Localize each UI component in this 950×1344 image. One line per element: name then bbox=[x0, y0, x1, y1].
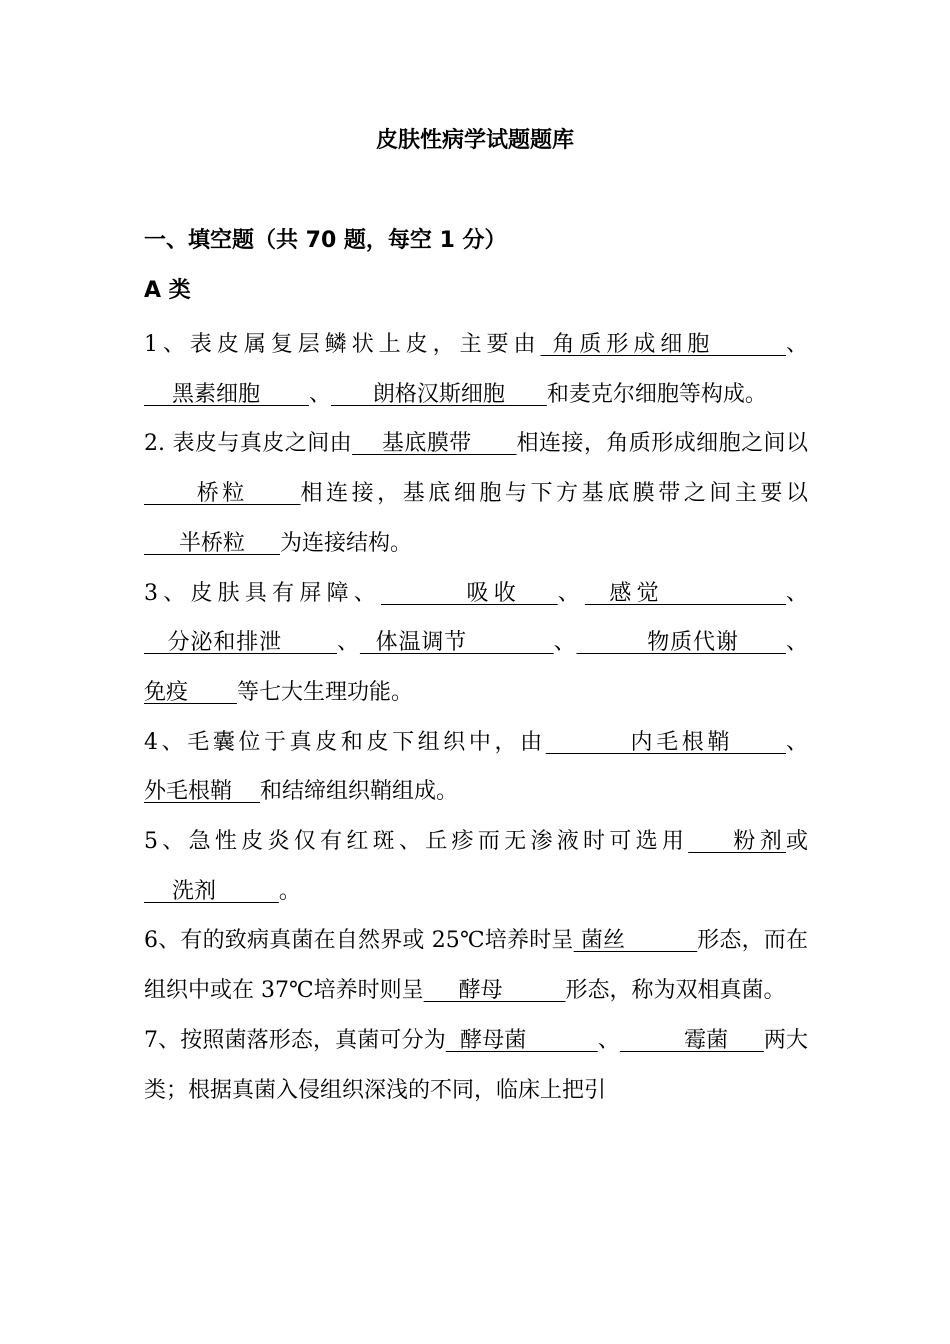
category-label: A 类 bbox=[144, 278, 191, 303]
answer-blank: 黑素细胞 bbox=[144, 381, 309, 407]
answer-blank: 酵母 bbox=[423, 978, 566, 1004]
answer-blank: 菌丝 bbox=[573, 928, 698, 954]
question-text: 、 bbox=[786, 332, 809, 357]
question-text: 和结缔组织鞘组成。 bbox=[259, 779, 458, 805]
question-text: 相连接，角质形成细胞之间以 bbox=[516, 431, 808, 457]
question-text: 、 bbox=[785, 630, 808, 656]
question-text: 两大类；根据真菌入侵组织深浅的不同，临床上把引 bbox=[144, 1027, 808, 1103]
question-list bbox=[144, 320, 808, 1115]
answer-blank: 朗格汉斯细胞 bbox=[330, 381, 547, 407]
question-text: 、 bbox=[785, 729, 808, 755]
question-text: 或 bbox=[786, 829, 809, 855]
question-text: 2. 表皮与真皮之间由 bbox=[144, 431, 353, 457]
question-2 bbox=[144, 419, 808, 568]
question-3 bbox=[144, 569, 808, 718]
answer-blank: 桥粒 bbox=[144, 481, 301, 507]
answer-blank: 角质形成细胞 bbox=[540, 332, 786, 357]
answer-blank: 体温调节 bbox=[359, 630, 554, 656]
question-text: 相连接，基底细胞与下方基底膜带之间主要以 bbox=[300, 481, 808, 507]
question-text: 7、按照菌落形态，真菌可分为 bbox=[144, 1027, 446, 1053]
answer-blank: 酵母菌 bbox=[445, 1027, 598, 1053]
question-text: 为连接结构。 bbox=[279, 530, 412, 556]
question-4 bbox=[144, 718, 808, 817]
question-6 bbox=[144, 916, 808, 1015]
question-text: 和麦克尔细胞等构成。 bbox=[546, 381, 767, 407]
answer-blank: 免疫 bbox=[144, 679, 237, 705]
answer-blank: 基底膜带 bbox=[352, 431, 517, 457]
question-text: 、 bbox=[337, 630, 360, 656]
question-text: 1、表皮属复层鳞状上皮，主要由 bbox=[144, 332, 541, 357]
question-text: 。 bbox=[278, 878, 301, 904]
question-text: 5、急性皮炎仅有红斑、丘疹而无渗液时可选用 bbox=[144, 829, 689, 855]
answer-blank: 半桥粒 bbox=[144, 530, 280, 556]
question-text: 、 bbox=[557, 580, 585, 606]
answer-blank: 洗剂 bbox=[144, 878, 279, 904]
answer-blank: 霉菌 bbox=[619, 1027, 764, 1053]
question-5 bbox=[144, 817, 808, 916]
question-text: 、 bbox=[785, 580, 808, 606]
answer-blank: 吸收 bbox=[381, 580, 558, 606]
question-7 bbox=[144, 1016, 808, 1115]
answer-blank: 外毛根鞘 bbox=[144, 779, 260, 805]
answer-blank: 物质代谢 bbox=[576, 630, 786, 656]
section-heading: 一、填空题（共 70 题，每空 1 分） bbox=[144, 228, 507, 253]
question-text: 、 bbox=[308, 381, 331, 407]
answer-blank: 感觉 bbox=[584, 580, 786, 606]
answer-blank: 内毛根鞘 bbox=[545, 729, 786, 755]
answer-blank: 分泌和排泄 bbox=[144, 630, 338, 656]
document-title: 皮肤性病学试题题库 bbox=[375, 128, 574, 153]
question-text: 4、毛囊位于真皮和皮下组织中，由 bbox=[144, 729, 546, 755]
question-text: 6、有的致病真菌在自然界或 25℃培养时呈 bbox=[144, 928, 574, 954]
answer-blank: 粉剂 bbox=[688, 829, 786, 855]
question-text: 、 bbox=[553, 630, 577, 656]
question-text: 3、皮肤具有屏障、 bbox=[144, 580, 382, 606]
question-1 bbox=[144, 320, 808, 419]
question-text: 、 bbox=[597, 1027, 620, 1053]
question-text: 形态，而在组织中或在 37℃培养时则呈 bbox=[144, 928, 808, 1004]
question-text: 形态，称为双相真菌。 bbox=[565, 978, 786, 1004]
question-text: 等七大生理功能。 bbox=[236, 679, 413, 705]
